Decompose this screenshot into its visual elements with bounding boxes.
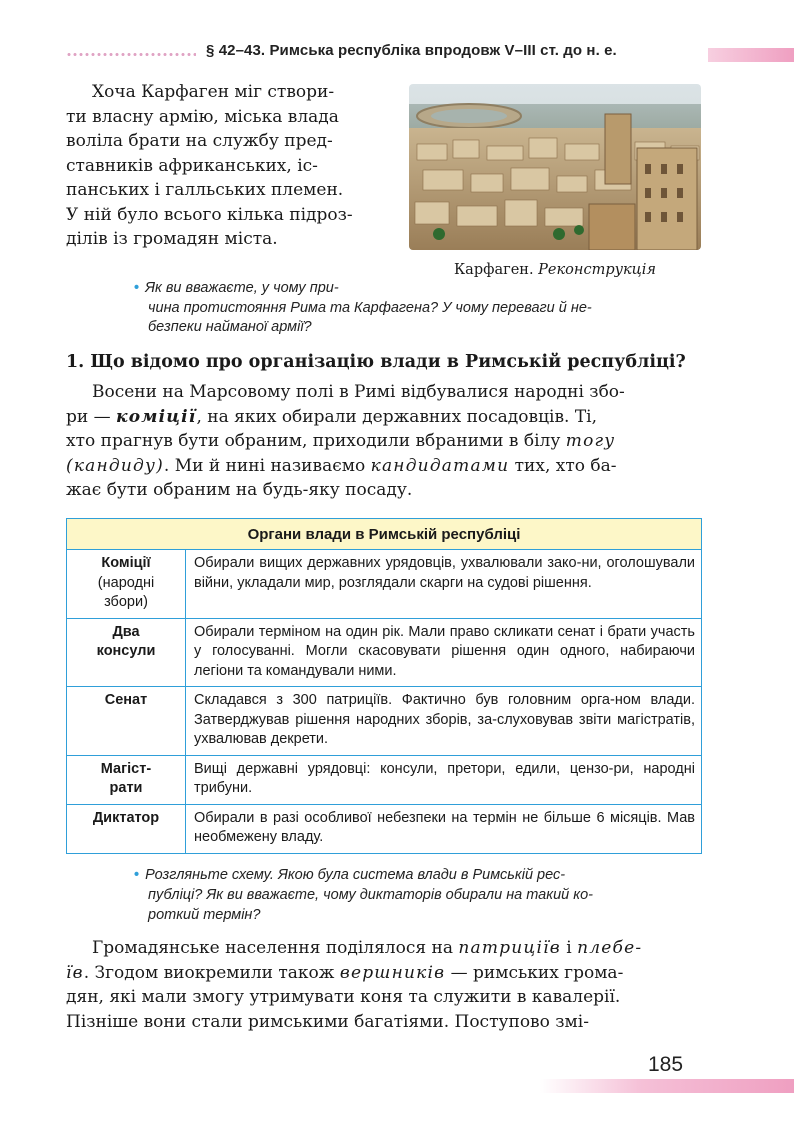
paragraph-social-classes: Громадянське населення поділялося на патриціїв і плебе- їв. Згодом виокремили також вершників — римських грома- дян, які мали змогу утримувати коня та служити в кавалерії. Пізніше вони стали римськими багатіями. Поступово змі-	[66, 938, 643, 1032]
row-head: Диктатор	[67, 804, 186, 853]
intro-line: ділів із громадян міста.	[66, 229, 278, 249]
header-pink-bar	[708, 48, 794, 62]
term-equites: вершників	[339, 962, 446, 983]
intro-line: ти власну армію, міська влада	[66, 106, 339, 127]
row-description: Обирали терміном на один рік. Мали право скликати сенат і брати участь у голосуванні. Могли скасовувати рішення один одного, набираючи легіони та командували ними.	[186, 618, 702, 687]
intro-paragraph	[66, 80, 391, 252]
table-row	[67, 550, 702, 619]
intro-line: воліла брати на службу пред-	[66, 131, 333, 151]
question-1-line-2: чина протистояння Рима та Карфагена? У чому переваги й не-	[148, 300, 592, 316]
term-candidates: кандидатами	[370, 455, 510, 476]
row-description: Обирали в разі особливої небезпеки на термін не більше 6 місяців. Мав необмежену владу.	[186, 804, 702, 853]
chapter-title: § 42–43. Римська республіка впродовж V–III ст. до н. е.	[206, 42, 617, 59]
table-title: Органи влади в Римській республіці	[67, 519, 702, 550]
figure-caption	[409, 262, 701, 278]
table-row	[67, 687, 702, 756]
caption-text: Карфаген.	[453, 262, 534, 278]
question-2-line-3: роткий термін?	[148, 907, 261, 923]
term-patricians: патриціїв	[458, 938, 561, 958]
question-1-line-1: • Як ви вважаєте, у чому при-	[134, 280, 339, 296]
footer-pink-bar	[540, 1079, 794, 1093]
term-comitia: коміції	[116, 406, 197, 427]
page-number: 185	[648, 1053, 684, 1076]
question-2-line-1: • Розгляньте схему. Якою була система влади в Римській рес-	[134, 867, 566, 883]
term-plebeians: плебе-	[577, 938, 643, 958]
table-row	[67, 804, 702, 853]
term-candida: (кандиду)	[66, 455, 164, 476]
row-description: Вищі державні урядовці: консули, претори, едили, цензо-ри, народні трибуни.	[186, 755, 702, 804]
intro-line: панських і галльських племен.	[66, 180, 344, 200]
government-table	[66, 518, 702, 854]
intro-line: ставників африканських, іс-	[66, 155, 318, 176]
row-head: Магіст- рати	[67, 755, 186, 804]
section-heading: 1. Що відомо про організацію влади в Римській республіці?	[66, 352, 686, 372]
question-1-line-3: безпеки найманої армії?	[148, 319, 312, 335]
page-header	[0, 38, 794, 68]
row-head: Коміції (народні збори)	[67, 550, 186, 619]
term-toga: тогу	[565, 431, 616, 451]
caption-italic: Реконструкція	[538, 262, 657, 278]
table-row	[67, 618, 702, 687]
bullet-icon: •	[134, 867, 140, 883]
intro-line: Хоча Карфаген міг створи-	[92, 82, 335, 102]
carthage-illustration	[409, 84, 701, 250]
intro-line: У ній було всього кілька підроз-	[66, 204, 353, 225]
question-2-line-2: публіці? Як ви вважаєте, чому диктаторів обирали на такий ко-	[148, 887, 593, 903]
row-head: Сенат	[67, 687, 186, 756]
table-row	[67, 755, 702, 804]
row-description: Складався з 300 патриціїв. Фактично був головним орга-ном влади. Затверджував рішення народних зборів, за-слуховував звіти магістратів, ухвалював декрети.	[186, 687, 702, 756]
paragraph-comitia: Восени на Марсовому полі в Римі відбувалися народні збо- ри — коміції, на яких обирали державних посадовців. Ті, хто прагнув бути обраним, приходили вбраними в білу тогу (кандиду). Ми й нині називаємо кандидатами тих, хто ба- жає бути обраним на будь-яку посаду.	[66, 382, 625, 500]
header-dots-decoration	[66, 52, 196, 57]
row-description: Обирали вищих державних урядовців, ухвалювали зако-ни, оголошували війни, укладали мир, розглядали скарги на судові рішення.	[186, 550, 702, 619]
row-head: Два консули	[67, 618, 186, 687]
bullet-icon: •	[134, 280, 140, 296]
